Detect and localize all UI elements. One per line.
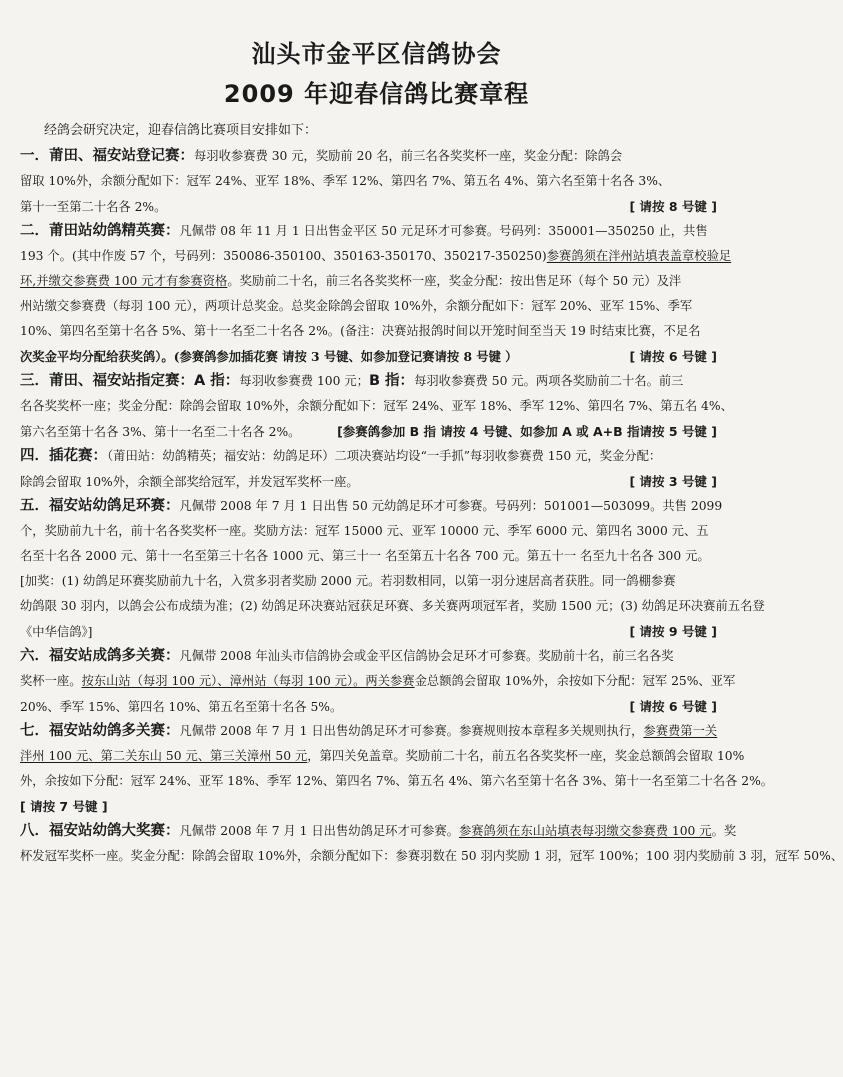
section-7-key-note: [ 请按 7 号键 ] [20, 799, 108, 814]
section-2-line-1: 凡佩带 08 年 11 月 1 日出售金平区 50 元足环才可参赛。号码列：350001—350250 止，共售 [179, 224, 708, 238]
section-1 [20, 144, 733, 219]
section-8-line-1a: 凡佩带 2008 年 7 月 1 日出售幼鸽足环才可参赛。 [179, 824, 459, 838]
section-3-a-text: 每羽收参赛费 100 元； [239, 374, 369, 388]
section-2-key-note: [ 请按 6 号键 ] [629, 349, 717, 364]
section-3-b-text: 每羽收参赛费 50 元。两项各奖励前二十名。前三 [414, 374, 684, 388]
section-3 [20, 369, 733, 444]
section-2-line-5: 10%、第四名至第十名各 5%、第十一名至二十名各 2%。(备注：决赛站报鸽时间以开笼时间至当天 19 时结束比赛，不足名 [20, 324, 701, 338]
section-3-line-3: 第六名至第十名各 3%、第十一名至二十名各 2%。 [20, 425, 301, 439]
section-8-line-2: 杯发冠军奖杯一座。奖金分配：除鸽会留取 10%外，余额分配如下：参赛羽数在 50 羽内奖励 1 羽，冠军 100%；100 羽内奖励前 3 羽，冠军 50%、 [20, 849, 843, 863]
section-5 [20, 494, 765, 644]
section-8 [20, 819, 843, 869]
intro-text: 经鸽会研究决定，迎春信鸽比赛项目安排如下： [44, 123, 318, 138]
section-4-key-note: [ 请按 3 号键 ] [629, 474, 717, 489]
section-6-line-1: 凡佩带 2008 年汕头市信鸽协会或金平区信鸽协会足环才可参赛。奖励前十名，前三名各奖 [179, 649, 674, 663]
section-7-line-1a: 凡佩带 2008 年 7 月 1 日出售幼鸽足环才可参赛。参赛规则按本章程多关规则执行， [179, 724, 644, 738]
section-7 [20, 719, 774, 819]
section-5-line-4: [加奖：(1) 幼鸽足环赛奖励前九十名，入赏多羽者奖励 2000 元。若羽数相同，以第一羽分速居高者获胜。同一鸽棚参赛 [20, 574, 676, 588]
section-1-line-2: 留取 10%外，余额分配如下：冠军 24%、亚军 18%、季军 12%、第四名 7%、第五名 4%、第六名至第十名各 3%、 [20, 174, 671, 188]
section-2-line-2a: 193 个。(其中作废 57 个，号码列：350086-350100、350163-350170、350217-350250) [20, 249, 547, 263]
section-4 [20, 444, 733, 494]
section-7-heading: 七．福安站幼鸽多关赛： [20, 723, 180, 739]
section-4-heading: 四．插花赛： [20, 448, 107, 464]
section-7-line-3: 外，余按如下分配：冠军 24%、亚军 18%、季军 12%、第四名 7%、第五名 4%、第六名至第十名各 3%、第十一名至第二十名各 2%。 [20, 774, 774, 788]
section-7-line-2a: 泮州 100 元、第二关东山 50 元、第三关漳州 50 元 [20, 749, 308, 763]
section-5-key-note: [ 请按 9 号键 ] [629, 624, 717, 639]
section-4-line-2: 除鸽会留取 10%外，余额全部奖给冠军，并发冠军奖杯一座。 [20, 475, 359, 489]
section-2-line-4: 州站缴交参赛费（每羽 100 元），两项计总奖金。总奖金除鸽会留取 10%外，余额分配如下：冠军 20%、亚军 15%、季军 [20, 299, 693, 313]
section-2-line-2b: 参赛鸽须在泮州站填表盖章校验足 [546, 249, 732, 263]
section-8-line-1b: 参赛鸽须在东山站填表每羽缴交参赛费 100 元 [458, 824, 712, 838]
page-title: 汕头市金平区信鸽协会 [251, 40, 502, 68]
section-6-key-note: [ 请按 6 号键 ] [629, 699, 717, 714]
section-3-key-note: [参赛鸽参加 B 指 请按 4 号键、如参加 A 或 A+B 指请按 5 号键 ] [337, 424, 717, 439]
section-7-line-1b: 参赛费第一关 [643, 724, 718, 738]
section-7-line-2b: ，第四关免盖章。奖励前二十名，前五名各奖奖杯一座，奖金总额鸽会留取 10% [307, 749, 745, 763]
section-5-heading: 五．福安站幼鸽足环赛： [20, 498, 180, 514]
section-6-line-3: 20%、季军 15%、第四名 10%、第五名至第十名各 5%。 [20, 700, 343, 714]
section-1-line-1: 每羽收参赛费 30 元，奖励前 20 名，前三名各奖奖杯一座，奖金分配：除鸽会 [194, 149, 623, 163]
section-3-heading: 三．莆田、福安站指定赛： [20, 373, 194, 389]
section-5-line-3: 名至十名各 2000 元、第十一名至第三十名各 1000 元、第三十一 名至第五十名各 700 元。第五十一 名至九十名各 300 元。 [20, 549, 710, 563]
section-3-a-label: A 指： [194, 373, 240, 389]
section-6-line-2a: 奖杯一座。 [20, 674, 82, 688]
section-5-line-6: 《中华信鸽》] [20, 625, 93, 639]
section-5-line-2: 个，奖励前九十名，前十名各奖奖杯一座。奖励方法：冠军 15000 元、亚军 10000 元、季军 6000 元、第四名 3000 元、五 [20, 524, 709, 538]
page-subtitle: 2009 年迎春信鸽比赛章程 [223, 80, 530, 108]
section-8-heading: 八．福安站幼鸽大奖赛： [20, 823, 180, 839]
section-5-line-5: 幼鸽限 30 羽内，以鸽会公布成绩为准；(2) 幼鸽足环决赛站冠获足环赛、多关赛两项冠军者，奖励 1500 元；(3) 幼鸽足环决赛前五名登 [20, 599, 765, 613]
section-1-line-3: 第十一至第二十名各 2%。 [20, 200, 167, 214]
section-6-line-2c: 金总额鸽会留取 10%外，余按如下分配：冠军 25%、亚军 [414, 674, 736, 688]
section-4-line-1: （莆田站：幼鸽精英；福安站：幼鸽足环）二项决赛站均设“一手抓”每羽收参赛费 150 元，奖金分配： [107, 449, 662, 463]
section-2-line-3b: 。奖励前二十名，前三名各奖奖杯一座，奖金分配：按出售足环（每个 50 元）及泮 [227, 274, 682, 288]
section-2-heading: 二．莆田站幼鸽精英赛： [20, 223, 180, 239]
section-1-heading: 一．莆田、福安站登记赛： [20, 148, 194, 164]
section-3-b-label: B 指： [368, 373, 415, 389]
section-6-line-2b: 按东山站（每羽 100 元）、漳州站（每羽 100 元）。两关参赛 [81, 674, 415, 688]
section-2-line-3a: 环,并缴交参赛费 100 元才有参赛资格 [20, 274, 228, 288]
section-6 [20, 644, 736, 719]
section-6-heading: 六．福安站成鸽多关赛： [20, 648, 180, 664]
section-8-line-1c: 。奖 [711, 824, 737, 838]
section-2 [20, 219, 733, 369]
section-2-line-6: 次奖金平均分配给获奖鸽）。(参赛鸽参加插花赛 请按 3 号键、如参加登记赛请按 8 号键 ） [20, 349, 518, 364]
section-3-line-2: 名各奖奖杯一座；奖金分配：除鸽会留取 10%外，余额分配如下：冠军 24%、亚军 18%、季军 12%、第四名 7%、第五名 4%、 [20, 399, 733, 413]
section-5-line-1: 凡佩带 2008 年 7 月 1 日出售 50 元幼鸽足环才可参赛。号码列：501001—503099。共售 2099 [179, 499, 723, 513]
section-1-key-note: [ 请按 8 号键 ] [629, 199, 717, 214]
